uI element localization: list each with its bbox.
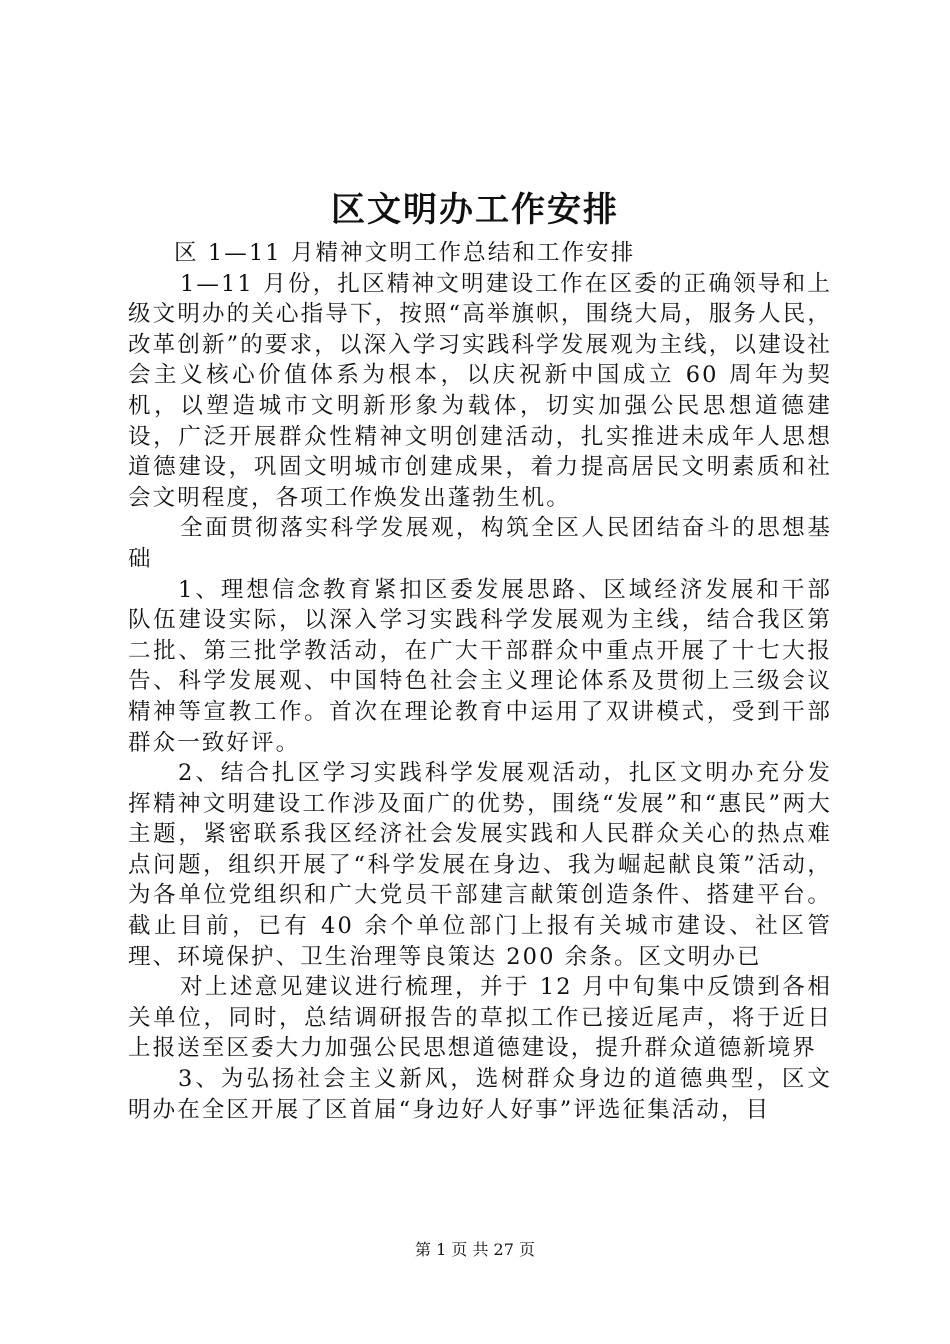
paragraph: 2、结合扎区学习实践科学发展观活动，扎区文明办充分发挥精神文明建设工作涉及面广的优势，围绕“发展”和“惠民”两大主题，紧密联系我区经济社会发展实践和人民群众关心的热点难点问题，组织开展了“科学发展在身边、我为崛起献良策”活动，为各单位党组织和广大党员干部建言献策创造条件、搭建平台。截止目前，已有 40 余个单位部门上报有关城市建设、社区管理、环境保护、卫生治理等良策达 200 余条。区文明办已 bbox=[128, 760, 832, 970]
paragraph: 3、为弘扬社会主义新风，选树群众身边的道德典型，区文明办在全区开展了区首届“身边好人好事”评选征集活动，目 bbox=[128, 1066, 832, 1123]
paragraph: 1、理想信念教育紧扣区委发展思路、区域经济发展和干部队伍建设实际，以深入学习实践科学发展观为主线，结合我区第二批、第三批学教活动，在广大干部群众中重点开展了十七大报告、科学发展观、中国特色社会主义理论体系及贯彻上三级会议精神等宣教工作。首次在理论教育中运用了双讲模式，受到干部群众一致好评。 bbox=[128, 576, 832, 756]
paragraph: 对上述意见建议进行梳理，并于 12 月中旬集中反馈到各相关单位，同时，总结调研报告的草拟工作已接近尾声，将于近日上报送至区委大力加强公民思想道德建设，提升群众道德新境界 bbox=[128, 974, 832, 1062]
document-body bbox=[128, 238, 832, 1125]
page-footer: 第 1 页 共 27 页 bbox=[415, 1240, 535, 1259]
document-title: 区文明办工作安排 bbox=[331, 190, 619, 230]
document-subtitle: 区 1—11 月精神文明工作总结和工作安排 bbox=[174, 240, 636, 266]
section-heading: 全面贯彻落实科学发展观，构筑全区人民团结奋斗的思想基础 bbox=[128, 515, 832, 572]
paragraph: 1—11 月份，扎区精神文明建设工作在区委的正确领导和上级文明办的关心指导下，按照“高举旗帜，围绕大局，服务人民，改革创新”的要求，以深入学习实践科学发展观为主线，以建设社会主义核心价值体系为根本，以庆祝新中国成立 60 周年为契机，以塑造城市文明新形象为载体，切实加强公民思想道德建设，广泛开展群众性精神文明创建活动，扎实推进未成年人思想道德建设，巩固文明城市创建成果，着力提高居民文明素质和社会文明程度，各项工作焕发出蓬勃生机。 bbox=[128, 270, 832, 511]
